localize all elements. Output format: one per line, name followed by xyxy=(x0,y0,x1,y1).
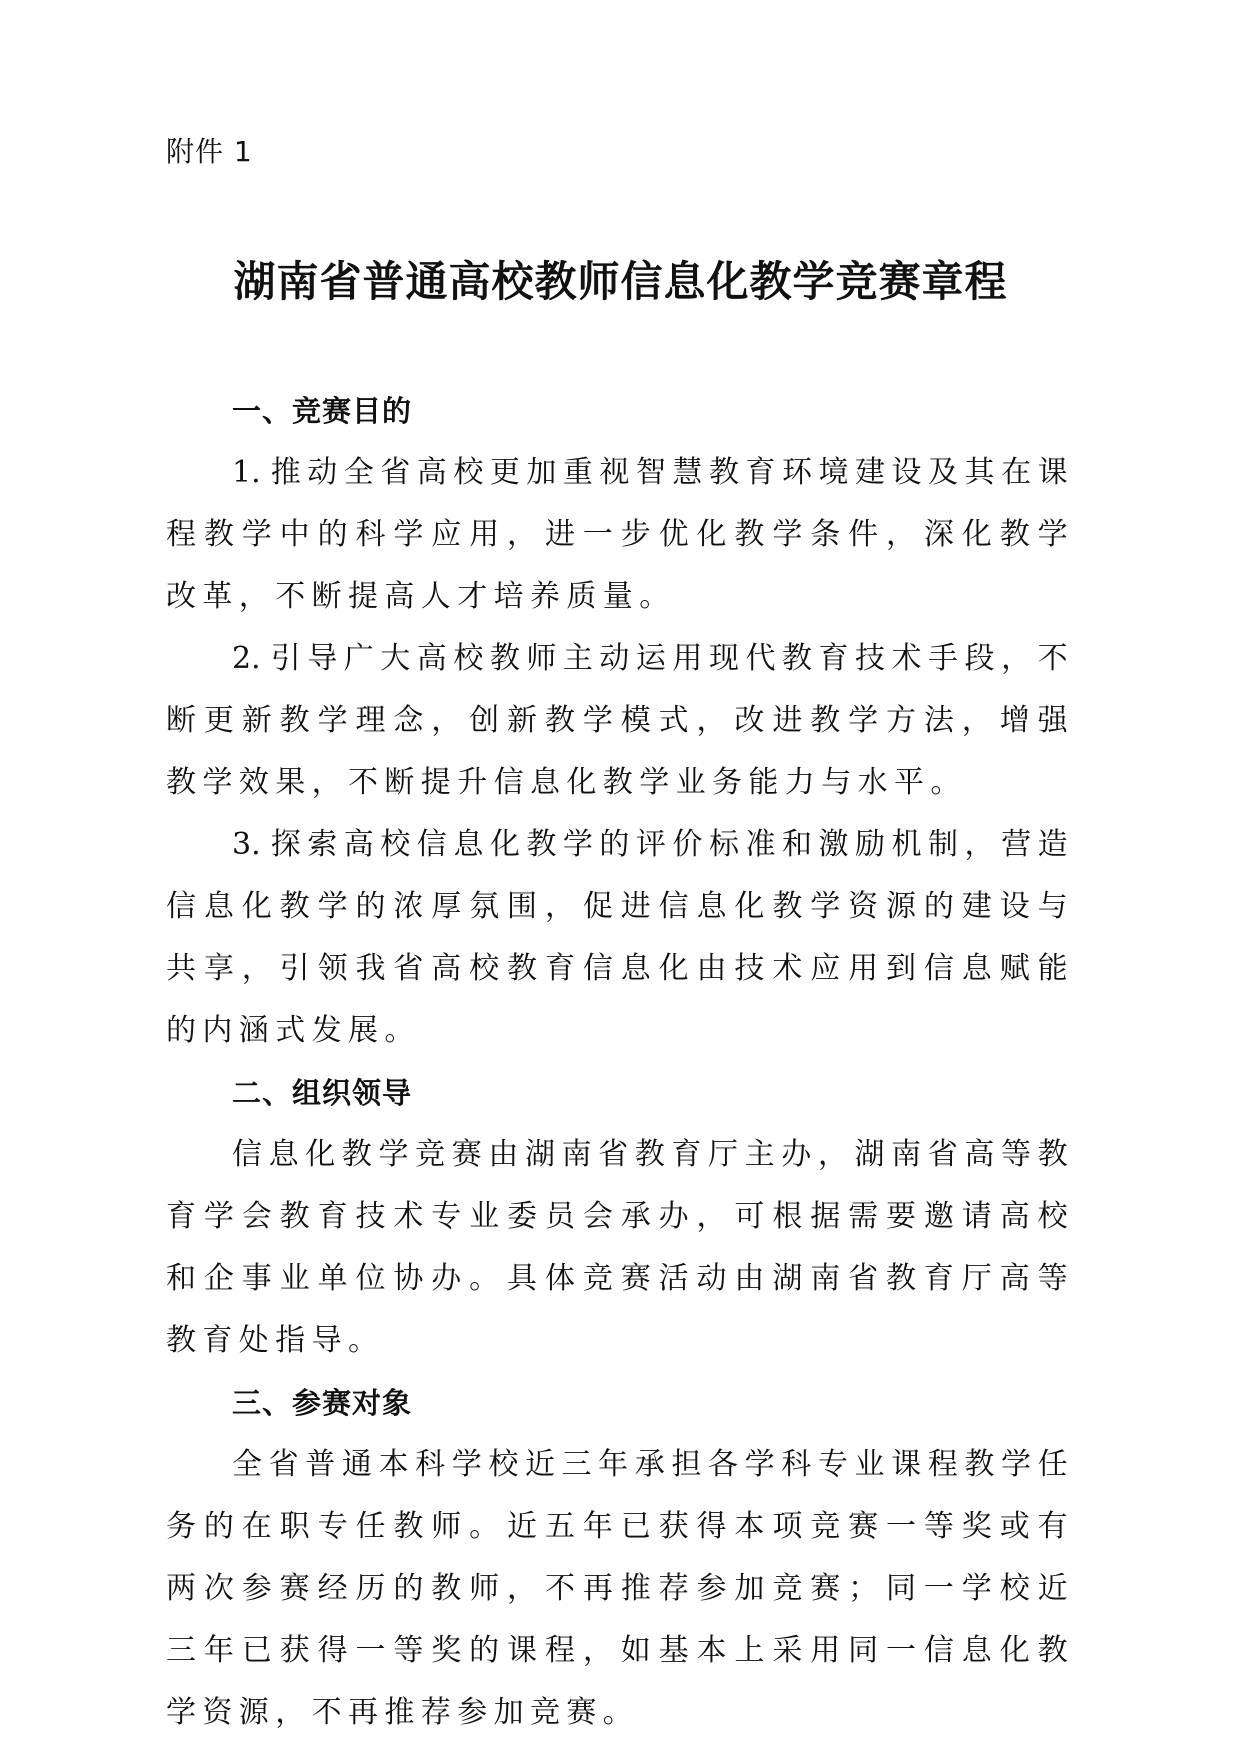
participants-paragraph: 全省普通本科学校近三年承担各学科专业课程教学任务的在职专任教师。近五年已获得本项竞赛一等奖或有两次参赛经历的教师，不再推荐参加竞赛；同一学校近三年已获得一等奖的课程，如基本上采用同一信息化教学资源，不再推荐参加竞赛。 xyxy=(166,1447,1074,1730)
item-number: 2. xyxy=(232,641,261,676)
item-number: 3. xyxy=(232,827,261,862)
paragraph-text: 探索高校信息化教学的评价标准和激励机制，营造信息化教学的浓厚氛围，促进信息化教学资源的建设与共享，引领我省高校教育信息化由技术应用到信息赋能的内涵式发展。 xyxy=(166,827,1074,1048)
paragraph-text: 推动全省高校更加重视智慧教育环境建设及其在课程教学中的科学应用，进一步优化教学条件，深化教学改革，不断提高人才培养质量。 xyxy=(166,455,1074,614)
document-body xyxy=(166,380,1074,1744)
section-heading-purpose: 一、竞赛目的 xyxy=(232,394,413,428)
section-heading-organization: 二、组织领导 xyxy=(232,1076,413,1110)
document-title: 湖南省普通高校教师信息化教学竞赛章程 xyxy=(233,257,1008,306)
purpose-paragraph-1 xyxy=(166,442,1074,628)
item-number: 1. xyxy=(232,455,261,490)
section-heading-participants: 三、参赛对象 xyxy=(232,1386,413,1420)
purpose-paragraph-2 xyxy=(166,628,1074,814)
paragraph-text: 引导广大高校教师主动运用现代教育技术手段，不断更新教学理念，创新教学模式，改进教学方法，增强教学效果，不断提升信息化教学业务能力与水平。 xyxy=(166,641,1074,800)
organization-paragraph: 信息化教学竞赛由湖南省教育厅主办，湖南省高等教育学会教育技术专业委员会承办，可根据需要邀请高校和企事业单位协办。具体竞赛活动由湖南省教育厅高等教育处指导。 xyxy=(166,1137,1074,1358)
purpose-paragraph-3 xyxy=(166,814,1074,1062)
attachment-label: 附件 1 xyxy=(166,135,253,168)
